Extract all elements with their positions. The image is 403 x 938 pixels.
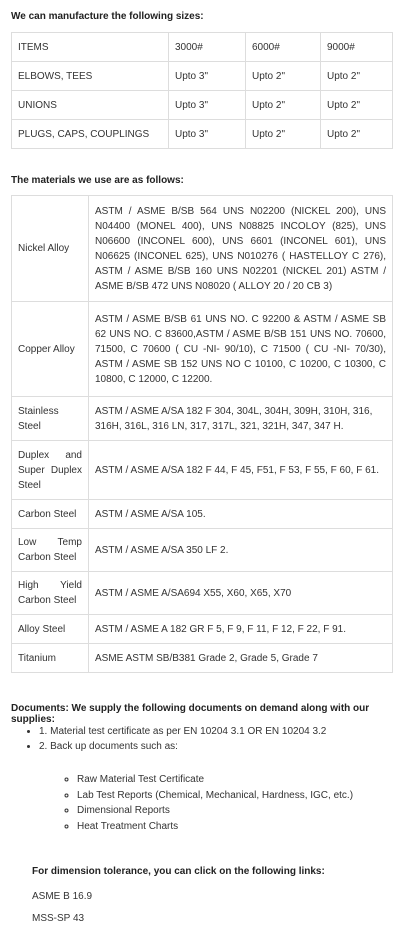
- material-name: Copper Alloy: [12, 302, 89, 397]
- tolerance-heading: For dimension tolerance, you can click on the following links:: [32, 866, 325, 877]
- table-header-cell: 6000#: [246, 33, 321, 62]
- link-mss-sp-43-text[interactable]: MSS-SP 43: [32, 913, 85, 924]
- table-row: [12, 196, 393, 302]
- list-item: • 2. Back up documents such as:: [39, 739, 403, 754]
- material-name: High Yield Carbon Steel: [12, 572, 89, 615]
- table-row: [12, 500, 393, 529]
- table-cell: Upto 3": [169, 120, 246, 149]
- table-row: [12, 302, 393, 397]
- material-spec: ASTM / ASME A/SA694 X55, X60, X65, X70: [89, 572, 393, 615]
- table-cell: Upto 3": [169, 62, 246, 91]
- material-spec: ASTM / ASME A/SA 105.: [89, 500, 393, 529]
- material-spec: ASTM / ASME A/SA 182 F 304, 304L, 304H, 309H, 310H, 316, 316H, 316L, 316 LN, 317, 317L, 321, 321H, 347, 347 H.: [89, 397, 393, 441]
- list-item: ◦ Lab Test Reports (Chemical, Mechanical, Hardness, IGC, etc.): [77, 788, 403, 804]
- table-cell: Upto 2": [246, 62, 321, 91]
- table-cell: UNIONS: [12, 91, 169, 120]
- material-name: Alloy Steel: [12, 615, 89, 644]
- material-spec: ASTM / ASME B/SB 61 UNS NO. C 92200 & ASTM / ASME SB 62 UNS NO. C 83600,ASTM / ASME B/SB 151 UNS NO. 70600, 71500, C 70600 ( CU -NI- 90/10), C 71500 ( CU -NI- 70/30), ASTM / ASME SB 152 UNS NO C 10100, C 10200, C 10300, C 10800, C 12000, C 12200.: [89, 302, 393, 397]
- material-spec: ASTM / ASME A/SA 350 LF 2.: [89, 529, 393, 572]
- table-row: [12, 397, 393, 441]
- documents-list: [11, 724, 403, 754]
- material-spec: ASTM / ASME A/SA 182 F 44, F 45, F51, F 53, F 55, F 60, F 61.: [89, 441, 393, 500]
- table-cell: Upto 2": [246, 91, 321, 120]
- link-mss-sp-43[interactable]: [11, 913, 84, 924]
- link-asme-b16-9-text[interactable]: ASME B 16.9: [32, 891, 93, 902]
- table-row: [12, 91, 393, 120]
- table-row: [12, 529, 393, 572]
- materials-table: [11, 195, 393, 673]
- table-cell: Upto 2": [246, 120, 321, 149]
- table-row: [12, 62, 393, 91]
- documents-heading: Documents: We supply the following documents on demand along with our supplies:: [11, 703, 370, 725]
- backup-documents-list: [11, 772, 403, 834]
- list-item: ◦ Dimensional Reports: [77, 803, 403, 819]
- table-cell: Upto 2": [321, 120, 393, 149]
- link-asme-b16-9[interactable]: [11, 891, 92, 902]
- table-row: [12, 615, 393, 644]
- sizes-heading: We can manufacture the following sizes:: [11, 11, 204, 22]
- table-cell: ELBOWS, TEES: [12, 62, 169, 91]
- material-spec: ASTM / ASME A 182 GR F 5, F 9, F 11, F 12, F 22, F 91.: [89, 615, 393, 644]
- table-row: [12, 441, 393, 500]
- list-item: • 1. Material test certificate as per EN 10204 3.1 OR EN 10204 3.2: [39, 724, 403, 739]
- sizes-header-row: [12, 33, 393, 62]
- table-header-cell: 9000#: [321, 33, 393, 62]
- material-name: Carbon Steel: [12, 500, 89, 529]
- table-cell: Upto 2": [321, 91, 393, 120]
- table-row: [12, 644, 393, 673]
- material-spec: ASME ASTM SB/B381 Grade 2, Grade 5, Grade 7: [89, 644, 393, 673]
- material-name: Titanium: [12, 644, 89, 673]
- materials-heading: The materials we use are as follows:: [11, 175, 184, 186]
- table-cell: Upto 2": [321, 62, 393, 91]
- material-name: Stainless Steel: [12, 397, 89, 441]
- material-name: Duplex and Super Duplex Steel: [12, 441, 89, 500]
- sizes-table: [11, 32, 393, 149]
- table-row: [12, 120, 393, 149]
- table-row: [12, 572, 393, 615]
- table-cell: PLUGS, CAPS, COUPLINGS: [12, 120, 169, 149]
- list-item: ◦ Heat Treatment Charts: [77, 819, 403, 835]
- table-header-cell: ITEMS: [12, 33, 169, 62]
- material-name: Nickel Alloy: [12, 196, 89, 302]
- material-name: Low Temp Carbon Steel: [12, 529, 89, 572]
- table-header-cell: 3000#: [169, 33, 246, 62]
- table-cell: Upto 3": [169, 91, 246, 120]
- material-spec: ASTM / ASME B/SB 564 UNS N02200 (NICKEL 200), UNS N04400 (MONEL 400), UNS N08825 INCOLOY (825), UNS N06600 (INCONEL 600), UNS 6601 (INCONEL 601), UNS N06625 (INCONEL 625), UNS N010276 ( HASTELLOY C 276), ASTM / ASME B/SB 160 UNS N02201 (NICKEL 201) ASTM / ASME B/SB 472 UNS N08020 ( ALLOY 20 / 20 CB 3): [89, 196, 393, 302]
- list-item: ◦ Raw Material Test Certificate: [77, 772, 403, 788]
